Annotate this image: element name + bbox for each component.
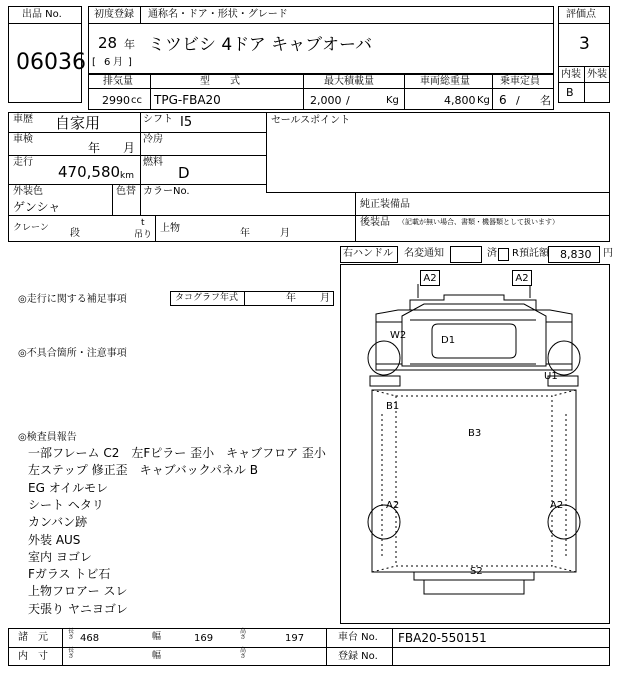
crane-lift: 吊り	[134, 230, 153, 240]
color-code-label: カラーNo.	[143, 186, 190, 197]
damage-label-u1: U1	[544, 371, 558, 382]
car-name: ミツビシ 4ドア キャブオーバ	[148, 35, 373, 55]
front-bumper	[410, 295, 536, 310]
gross-weight-value: 4,800	[444, 94, 476, 107]
displacement-label: 排気量	[103, 76, 133, 87]
color-label: 外装色	[13, 186, 43, 197]
report-line: 外装 AUS	[28, 532, 81, 547]
reg-month: 6	[104, 57, 111, 68]
score-value: 3	[579, 34, 590, 54]
inspection-year-unit: 年	[88, 141, 101, 155]
registration-label: 登録 No.	[338, 651, 378, 662]
tachograph-month-unit: 月	[320, 293, 330, 304]
width-value: 169	[194, 633, 214, 644]
recycle-deposit-value: 8,830	[560, 248, 592, 261]
cargo-bed-inner	[396, 396, 552, 566]
reg-year-unit: 年	[124, 38, 135, 51]
height-value: 197	[285, 633, 305, 644]
sales-point-label: セールスポイント	[271, 115, 351, 126]
reg-month-bracket-open: [	[92, 57, 96, 68]
cab-roof	[402, 304, 546, 366]
aftermarket-note: （記載が無い場合、書類・機器類として扱います）	[398, 218, 559, 226]
length-label: 長さ	[68, 628, 75, 642]
inspection-label: 車検	[13, 134, 33, 145]
upper-month-unit: 月	[280, 228, 290, 239]
damage-label-a2-rear-right: A2	[550, 500, 564, 511]
gross-weight-label: 車両総重量	[420, 76, 470, 87]
inner-height-label: 高さ	[240, 647, 247, 661]
capacity-unit: 名	[540, 94, 551, 107]
displacement-unit: cc	[131, 95, 142, 106]
mileage-label: 走行	[13, 157, 33, 168]
recycle-deposit-label: R預託額	[512, 248, 549, 259]
damage-label-b3: B3	[468, 428, 482, 439]
genuine-equipment-label: 純正装備品	[360, 199, 410, 210]
height-label: 高さ	[240, 628, 247, 642]
score-label: 評価点	[566, 9, 596, 20]
cab-roof-lines	[410, 320, 536, 364]
aftermarket-label: 後装品	[360, 217, 390, 228]
fuel-label: 燃料	[143, 157, 163, 168]
upper-label: 上物	[160, 223, 180, 234]
name-change-label: 名変通知	[404, 248, 444, 259]
inner-width-label: 幅	[152, 651, 162, 661]
history-label: 車歴	[13, 114, 33, 125]
report-line: 上物フロアー スレ	[28, 584, 128, 599]
first-reg-label: 初度登録	[94, 9, 134, 20]
lot-number: 06036	[16, 50, 86, 75]
capacity-sep: /	[516, 94, 520, 107]
max-load-value: 2,000	[310, 94, 342, 107]
bed-corners	[372, 390, 576, 572]
name-label: 通称名・ドア・形状・グレード	[148, 9, 288, 20]
width-label: 幅	[152, 632, 162, 642]
report-line: カンバン跡	[28, 515, 88, 530]
damage-label-s2: S2	[470, 566, 483, 577]
gross-weight-unit: Kg	[477, 95, 490, 106]
inner-dims-label: 内 寸	[18, 651, 48, 662]
tachograph-label: タコグラフ年式	[175, 293, 239, 303]
crane-t: t	[141, 218, 145, 228]
reg-month-bracket-close: ]	[128, 57, 132, 68]
damage-label-d1: D1	[441, 335, 456, 346]
recycle-deposit-unit: 円	[603, 248, 613, 259]
lot-label: 出品 No.	[22, 9, 62, 20]
report-line: 左ステップ 修正歪 キャブバックパネル B	[28, 463, 258, 478]
displacement-value: 2990	[102, 94, 130, 107]
driving-notes-label: ◎走行に関する補足事項	[18, 294, 127, 305]
exterior-label: 外装	[587, 69, 607, 80]
history-value: 自家用	[55, 114, 101, 132]
max-load-label: 最大積載量	[324, 76, 374, 87]
capacity-label: 乗車定員	[500, 76, 540, 87]
upper-year-unit: 年	[240, 228, 250, 239]
inner-length-label: 長さ	[68, 647, 75, 661]
capacity-value: 6	[499, 93, 507, 107]
mileage-value: 470,580	[58, 163, 121, 181]
chassis-number: FBA20-550151	[398, 631, 487, 645]
mirror-stays	[418, 284, 530, 298]
report-line: 一部フレーム C2 左Fピラー 歪小 キャブフロア 歪小	[28, 446, 326, 460]
damage-label-b1: B1	[386, 401, 400, 412]
inspector-label: ◎検査員報告	[18, 432, 77, 443]
mileage-unit: km	[120, 171, 134, 181]
name-change-box	[450, 246, 482, 263]
report-line: シート ヘタリ	[28, 497, 104, 512]
recycle-label: 済	[487, 248, 497, 259]
dims-label: 諸 元	[18, 632, 48, 643]
color-change-label: 色替	[116, 186, 136, 197]
damage-tag-a2-top-right: A2	[512, 270, 532, 286]
length-value: 468	[80, 633, 100, 644]
chassis-label: 車台 No.	[338, 632, 378, 643]
shift-value: I5	[180, 115, 193, 130]
interior-label: 内装	[561, 69, 581, 80]
model-value: TPG-FBA20	[154, 93, 221, 107]
interior-value: B	[566, 86, 574, 99]
crane-stage-unit: 段	[70, 228, 80, 239]
damage-tag-a2-top-left: A2	[420, 270, 440, 286]
reg-month-unit: 月	[113, 57, 123, 68]
rhd-label: 右ハンドル	[343, 248, 393, 259]
report-line: EG オイルモレ	[28, 480, 109, 495]
ac-label: 冷房	[143, 134, 163, 145]
fuel-value: D	[178, 164, 190, 182]
max-load-unit: Kg	[386, 95, 399, 106]
report-line: 天張り ヤニヨゴレ	[28, 601, 128, 616]
color-value: ゲンシャ	[13, 200, 61, 214]
reg-year: 28	[98, 34, 118, 52]
inspection-month-unit: 月	[123, 141, 136, 155]
damage-label-w2: W2	[390, 330, 407, 341]
recycle-check-box	[498, 248, 509, 261]
max-load-sep: /	[346, 94, 350, 107]
tachograph-year-unit: 年	[286, 293, 296, 304]
defects-label: ◎不具合箇所・注意事項	[18, 348, 127, 359]
report-line: Fガラス トビ石	[28, 567, 111, 582]
model-label: 型 式	[200, 76, 240, 87]
shift-label: シフト	[143, 114, 173, 125]
crane-label: クレーン	[13, 223, 49, 233]
report-line: 室内 ヨゴレ	[28, 549, 92, 564]
damage-label-a2-rear-left: A2	[386, 500, 400, 511]
cargo-bed-outer	[372, 390, 576, 572]
